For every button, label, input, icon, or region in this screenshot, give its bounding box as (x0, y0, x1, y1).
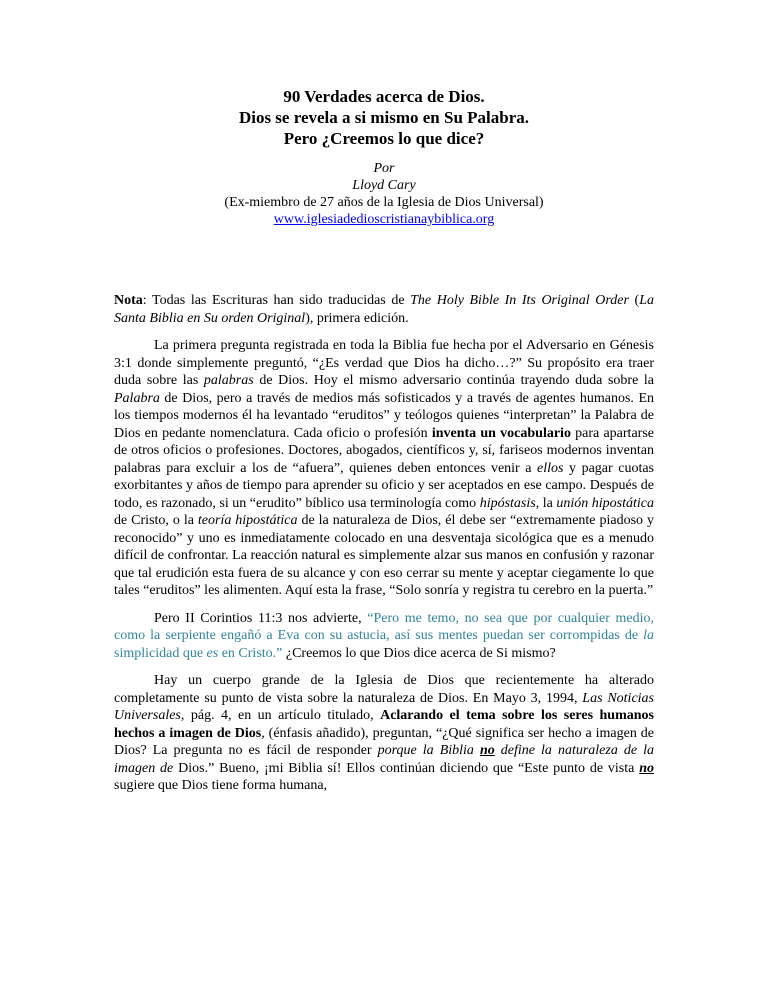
text-run: La Santa Biblia en Su orden Original (114, 293, 654, 326)
text-run: no (639, 760, 654, 776)
byline (114, 160, 654, 228)
body-paragraph-2 (114, 610, 654, 663)
text-run: para apartarse de otros oficios o profesiones. Doctores, abogados, científicos y, sí, fariseos modernos inventan palabras para excluir a los de “afuera”, quienes deben entonces venir a (114, 425, 654, 476)
byline-link-row (114, 211, 654, 228)
text-run: sugiere que Dios tiene forma humana, (114, 778, 328, 793)
text-run: Pero II Corintios 11:3 nos advierte, (154, 610, 368, 626)
text-run: ¿Creemos lo que Dios dice acerca de Si mismo? (282, 645, 556, 661)
text-run: Nota (114, 293, 143, 308)
text-run: de la naturaleza de Dios, él debe ser “extremamente piadoso y reconocido” y uno es inmediatamente colocado en una desventaja sicológica que es a menudo difícil de confrontar. La reacción natural es simplemente alzar sus manos en confusión y razonar que tal erudición esta fuera de su alcance y con eso cerrar su mente y aceptar ciegamente lo que tales “eruditos” les alimenten. Aquí esta la frase, “Solo sonría y registra tu cerebro en la puerta.” (114, 513, 654, 598)
text-run: : Todas las Escrituras han sido traducidas de (142, 293, 411, 308)
text-run: Hay un cuerpo grande de la Iglesia de Dios que recientemente ha alterado completamente su punto de vista sobre la naturaleza de Dios. En Mayo 3, 1994, (114, 673, 654, 706)
title-line-1: 90 Verdades acerca de Dios. (283, 87, 485, 106)
text-run: porque la Biblia (377, 743, 480, 758)
text-run: The Holy Bible In Its Original Order (410, 293, 629, 308)
title-line-3: Pero ¿Creemos lo que dice? (283, 129, 485, 148)
body-paragraph-1 (114, 337, 654, 600)
text-run: palabras (203, 373, 254, 388)
text-run: hipóstasis (479, 495, 536, 511)
text-run: Las Noticias Universales (114, 690, 655, 723)
text-run: define la naturaleza de la imagen de (114, 743, 654, 776)
byline-affiliation: (Ex-miembro de 27 años de la Iglesia de Dios Universal) (224, 195, 544, 210)
text-run: inventa un vocabulario (431, 425, 571, 441)
text-run: ), primera edición. (305, 310, 409, 326)
title-line-2: Dios se revela a si mismo en Su Palabra. (238, 108, 530, 127)
text-run: ( (628, 293, 640, 308)
text-run: , la (535, 495, 557, 511)
text-run: simplicidad que (114, 645, 207, 661)
note-paragraph (114, 292, 654, 327)
text-run: “Pero me temo, no sea que por cualquier medio, como la serpiente engañó a Eva con su astucia, así sus mentes puedan ser corrompidas de (114, 610, 654, 643)
text-run: es (206, 645, 219, 661)
text-run: La primera pregunta registrada en toda la Biblia fue hecha por el Adversario en Génesis 3:1 donde simplemente preguntó, “¿Es verdad que Dios ha dicho…?” Su propósito era traer duda sobre las (114, 338, 654, 388)
website-link[interactable]: www.iglesiadedioscristianaybiblica.org (273, 212, 495, 227)
byline-author: Lloyd Cary (352, 178, 416, 193)
text-run: Aclarando el tema sobre los seres humanos hechos a imagen de Dios (114, 708, 654, 741)
text-run: la (643, 628, 654, 643)
text-run: de Dios, pero a través de medios más sofisticados y a través de agentes humanos. En los tiempos modernos él ha levantado “eruditos” y teólogos quienes “interpretan” la Palabra de Dios en pedante nomenclatura. Cada oficio o profesión (114, 390, 654, 441)
text-run: Dios.” Bueno, ¡mi Biblia sí! Ellos continúan diciendo que “Este punto de vista (173, 760, 640, 776)
text-run: teoría hipostática (197, 513, 298, 528)
text-run: , pág. 4, en un artículo titulado, (180, 708, 381, 723)
byline-por: Por (373, 161, 395, 176)
text-run: unión hipostática (556, 495, 654, 511)
text-run: no (479, 743, 495, 758)
body-paragraph-3 (114, 672, 654, 795)
text-run: ellos (537, 460, 564, 476)
text-run: en Cristo.” (218, 645, 283, 661)
text-run: , (énfasis añadido), preguntan, “¿Qué significa ser hecho a imagen de Dios? La pregunta no es fácil de responder (114, 725, 655, 758)
text-run: Palabra (114, 390, 160, 406)
text-run: y pagar cuotas exorbitantes y años de tiempo para aprender su oficio y ser aceptados en ese campo. Después de todo, es razonado, si un “erudito” bíblico usa terminología como (114, 460, 654, 511)
text-run: de Dios. Hoy el mismo adversario continúa trayendo duda sobre la (253, 373, 655, 388)
document-title (114, 86, 654, 149)
text-run: de Cristo, o la (114, 513, 198, 528)
